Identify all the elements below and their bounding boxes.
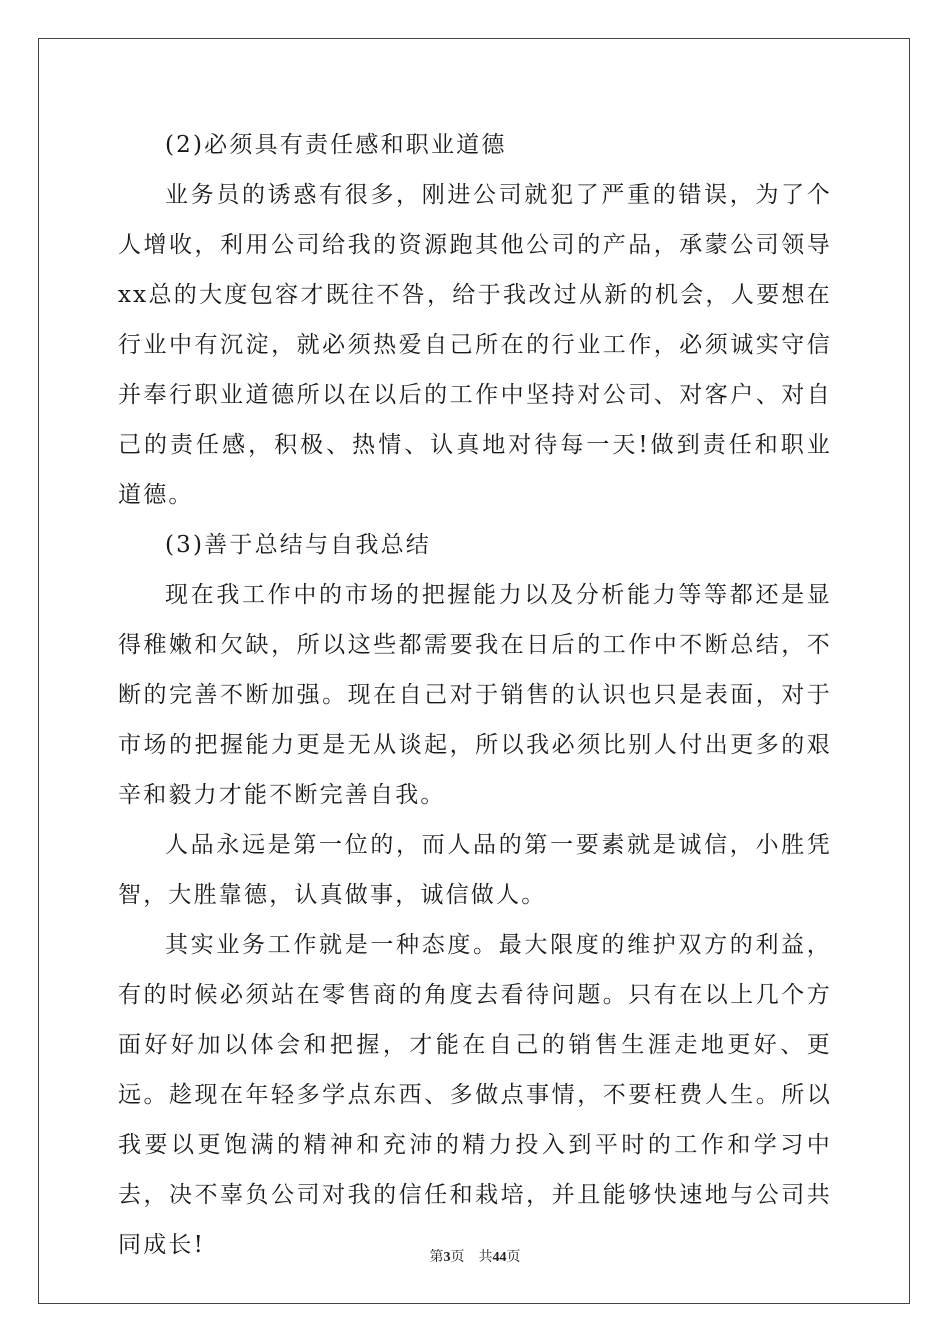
page-prefix: 第 — [429, 1249, 444, 1265]
paragraph-attitude: 其实业务工作就是一种态度。最大限度的维护双方的利益，有的时候必须站在零售商的角度去看待问题。只有在以上几个方面好好加以体会和把握，才能在自己的销售生涯走地更好、更远。趁现在年轻多学点东西、多做点事情，不要枉费人生。所以我要以更饱满的精神和充沛的精力投入到平时的工作和学习中去，决不辜负公司对我的信任和栽培，并且能够快速地与公司共同成长! — [118, 932, 832, 1258]
section-heading-2: (2)必须具有责任感和职业道德 — [165, 132, 507, 158]
page-footer — [0, 1247, 950, 1268]
page-number: 3 — [443, 1250, 451, 1265]
total-unit: 页 — [506, 1249, 521, 1265]
section-heading-3: (3)善于总结与自我总结 — [165, 532, 431, 558]
total-prefix: 共 — [478, 1249, 493, 1265]
total-pages: 44 — [492, 1250, 507, 1265]
paragraph-self-summary: 现在我工作中的市场的把握能力以及分析能力等等都还是显得稚嫩和欠缺，所以这些都需要我在日后的工作中不断总结，不断的完善不断加强。现在自己对于销售的认识也只是表面，对于市场的把握能力更是无从谈起，所以我必须比别人付出更多的艰辛和毅力才能不断完善自我。 — [118, 582, 832, 808]
document-body — [118, 120, 832, 1270]
paragraph-responsibility: 业务员的诱惑有很多，刚进公司就犯了严重的错误，为了个人增收，利用公司给我的资源跑其他公司的产品，承蒙公司领导xx总的大度包容才既往不咎，给于我改过从新的机会，人要想在行业中有沉淀，就必须热爱自己所在的行业工作，必须诚实守信并奉行职业道德所以在以后的工作中坚持对公司、对客户、对自己的责任感，积极、热情、认真地对待每一天!做到责任和职业道德。 — [118, 182, 832, 508]
page-unit: 页 — [450, 1249, 465, 1265]
paragraph-integrity: 人品永远是第一位的，而人品的第一要素就是诚信，小胜凭智，大胜靠德，认真做事，诚信做人。 — [118, 832, 832, 908]
